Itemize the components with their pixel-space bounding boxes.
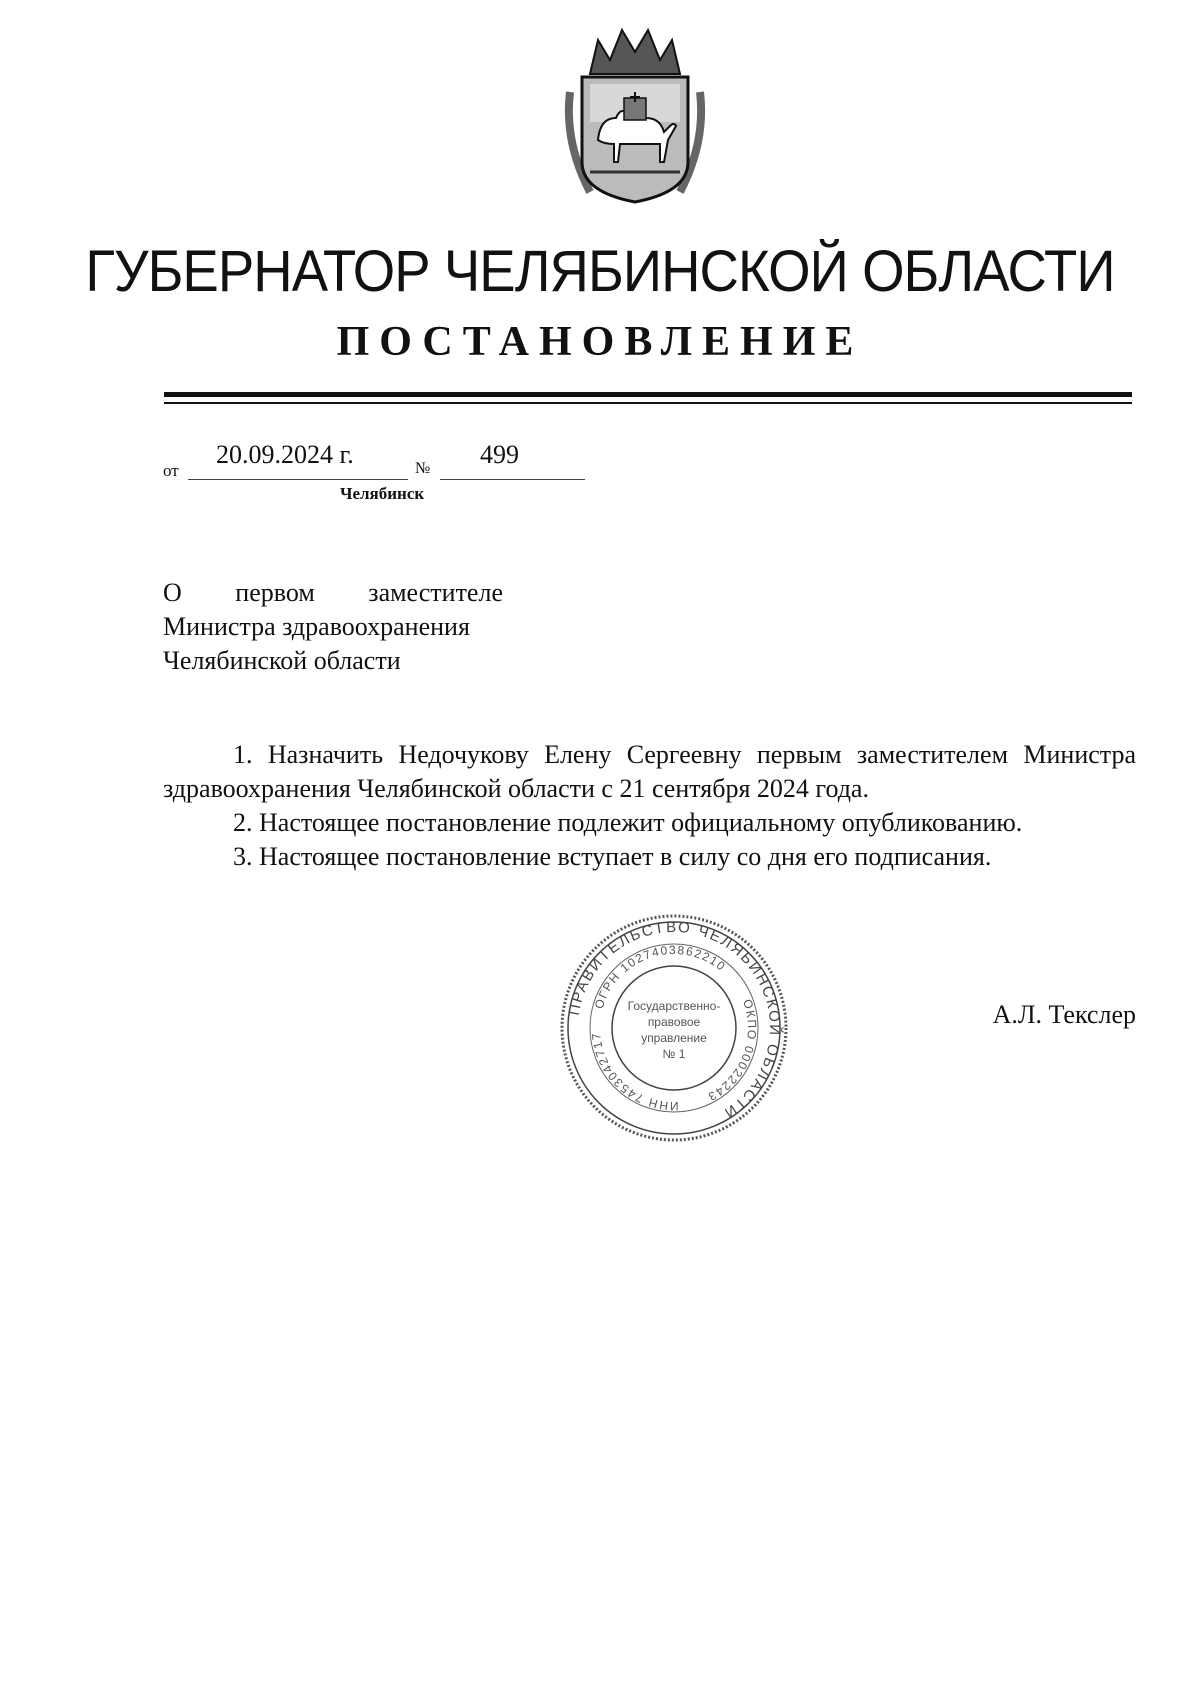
stamp-center-line: правовое <box>647 1015 701 1029</box>
subject-word: заместителе <box>368 578 503 607</box>
governor-title: ГУБЕРНАТОР ЧЕЛЯБИНСКОЙ ОБЛАСТИ <box>85 239 1115 304</box>
stamp-center-line: Государственно- <box>627 999 721 1013</box>
coat-of-arms-emblem <box>560 22 710 207</box>
resolution-item-3: 3. Настоящее постановление вступает в силу со дня его подписания. <box>233 842 992 871</box>
official-seal-stamp <box>558 912 790 1144</box>
stamp-okpo: ОКПО 00022243 <box>704 997 760 1105</box>
stamp-center-line: № 1 <box>662 1047 686 1061</box>
header-rule-thin <box>164 402 1132 404</box>
number-underline <box>440 479 585 480</box>
stamp-ogrn: ОГРН 1027403862210 <box>591 942 729 1011</box>
subject-line-3: Челябинской области <box>163 646 401 675</box>
resolution-body <box>163 738 1136 874</box>
subject-line-1 <box>163 576 503 610</box>
stamp-center-line: управление <box>641 1031 707 1045</box>
stamp-ring-text: ПРАВИТЕЛЬСТВО ЧЕЛЯБИНСКОЙ ОБЛАСТИ <box>565 918 784 1123</box>
subject-line-2: Министра здравоохранения <box>163 612 470 641</box>
resolution-item-1: 1. Назначить Недочукову Елену Сергеевну первым заместителем Министра здравоохранения Челябинской области с 21 сентября 2024 года. <box>163 740 1136 803</box>
subject-word: О <box>163 578 182 607</box>
document-subject <box>163 576 503 678</box>
resolution-item-2: 2. Настоящее постановление подлежит официальному опубликованию. <box>233 808 1023 837</box>
stamp-inn: ИНН 7453042717 <box>589 1031 679 1114</box>
signatory-name: А.Л. Текслер <box>992 1000 1136 1029</box>
number-sign: № <box>415 460 431 477</box>
document-number: 499 <box>480 440 519 469</box>
date-prefix: от <box>163 461 179 480</box>
date-underline <box>188 479 408 480</box>
document-date: 20.09.2024 г. <box>216 440 354 469</box>
document-type: ПОСТАНОВЛЕНИЕ <box>336 319 864 365</box>
document-city: Челябинск <box>340 484 425 503</box>
header-rule-thick <box>164 392 1132 397</box>
subject-word: первом <box>235 578 315 607</box>
